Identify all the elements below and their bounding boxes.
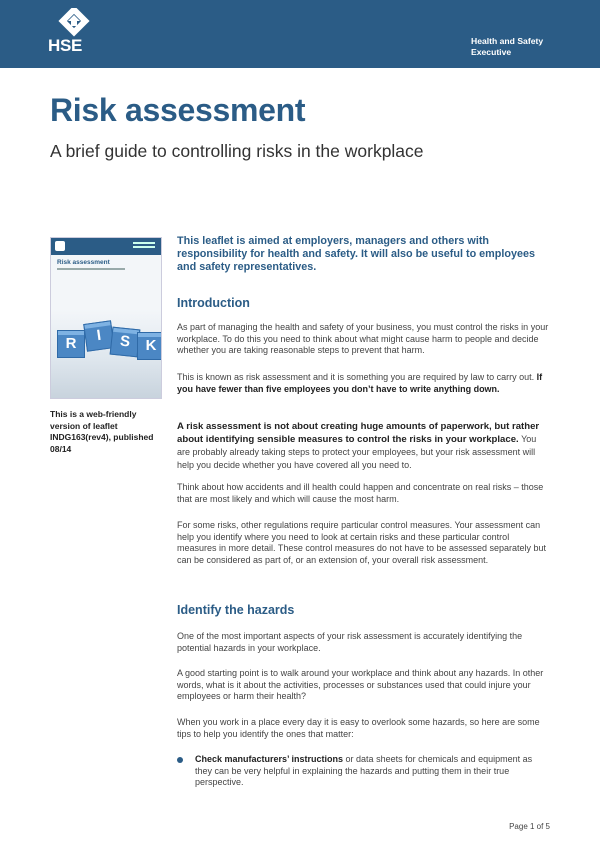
paragraph: One of the most important aspects of your risk assessment is accurately identifying the potential hazards in your workplace.: [177, 631, 523, 653]
org-name: [471, 36, 543, 58]
cover-subtitle-line: [57, 268, 125, 270]
cube-letter: S: [110, 327, 141, 358]
page-subtitle: A brief guide to controlling risks in the workplace: [50, 141, 424, 161]
paragraph-text: This is known as risk assessment and it is something you are required by law to carry out.: [177, 372, 537, 382]
bullet-text: or data sheets for chemicals and equipment as they can be very helpful in explaining the hazards and putting them in their true perspective.: [195, 754, 533, 788]
page-title: Risk assessment: [50, 92, 306, 128]
paragraph: When you work in a place every day it is easy to overlook some hazards, so here are some tips to help you identify the ones that matter:: [177, 717, 540, 739]
paragraph: Think about how accidents and ill health could happen and concentrate on real risks – those that are most likely and which will cause the most harm.: [177, 482, 544, 504]
cover-title: Risk assessment: [57, 259, 110, 266]
org-name-line2: Executive: [471, 47, 512, 57]
cover-header-band: [51, 238, 161, 255]
paragraph: [177, 372, 549, 395]
bullet-bold: Check manufacturers’ instructions: [195, 754, 344, 764]
bullet-icon: [177, 757, 183, 763]
paragraph: As part of managing the health and safety of your business, you must control the risks in your workplace. To do this you need to think about what might cause harm to people and decide whether you are taking reasonable steps to prevent that harm.: [177, 322, 549, 356]
cube-letter: I: [83, 320, 115, 352]
side-note: This is a web-friendly version of leaflet INDG163(rev4), published 08/14: [50, 409, 154, 454]
paragraph-bold: A risk assessment is not about creating huge amounts of paperwork, but rather about identifying sensible measures to control the risks in your workplace.: [177, 421, 540, 445]
cube-letter: K: [137, 332, 162, 360]
lead-paragraph: This leaflet is aimed at employers, managers and others with responsibility for health and safety. It will also be useful to employees and safety representatives.: [177, 235, 535, 273]
hse-logo-text: HSE: [48, 36, 83, 55]
org-name-line1: Health and Safety: [471, 36, 544, 46]
bullet-item: [195, 754, 549, 789]
header-bar: [0, 0, 600, 68]
cube-letter: R: [57, 330, 85, 358]
paragraph: [177, 421, 549, 472]
page-number: Page 1 of 5: [509, 822, 550, 831]
paragraph-text: You are probably already taking steps to protect your employees, but your risk assessment will help you decide whether you have covered all you need to.: [177, 434, 537, 470]
leaflet-cover-image: [50, 237, 162, 399]
cover-org-lines: [133, 242, 155, 244]
paragraph: A good starting point is to walk around your workplace and think about any hazards. In other words, what is it about the activities, processes or substances used that could injure your employees or harm their health?: [177, 668, 544, 702]
paragraph: For some risks, other regulations require particular control measures. Your assessment can help you identify where you need to look at certain risks and these particular control measures in more detail. These control measures do not have to be assessed separately but can be considered as part of, or an extension of, your overall risk assessment.: [177, 520, 547, 566]
section-heading-hazards: Identify the hazards: [177, 603, 295, 617]
paragraph-bold: If you have fewer than five employees you don’t have to write anything down.: [177, 372, 543, 394]
section-heading-introduction: Introduction: [177, 296, 250, 310]
cover-logo-icon: [55, 241, 65, 251]
